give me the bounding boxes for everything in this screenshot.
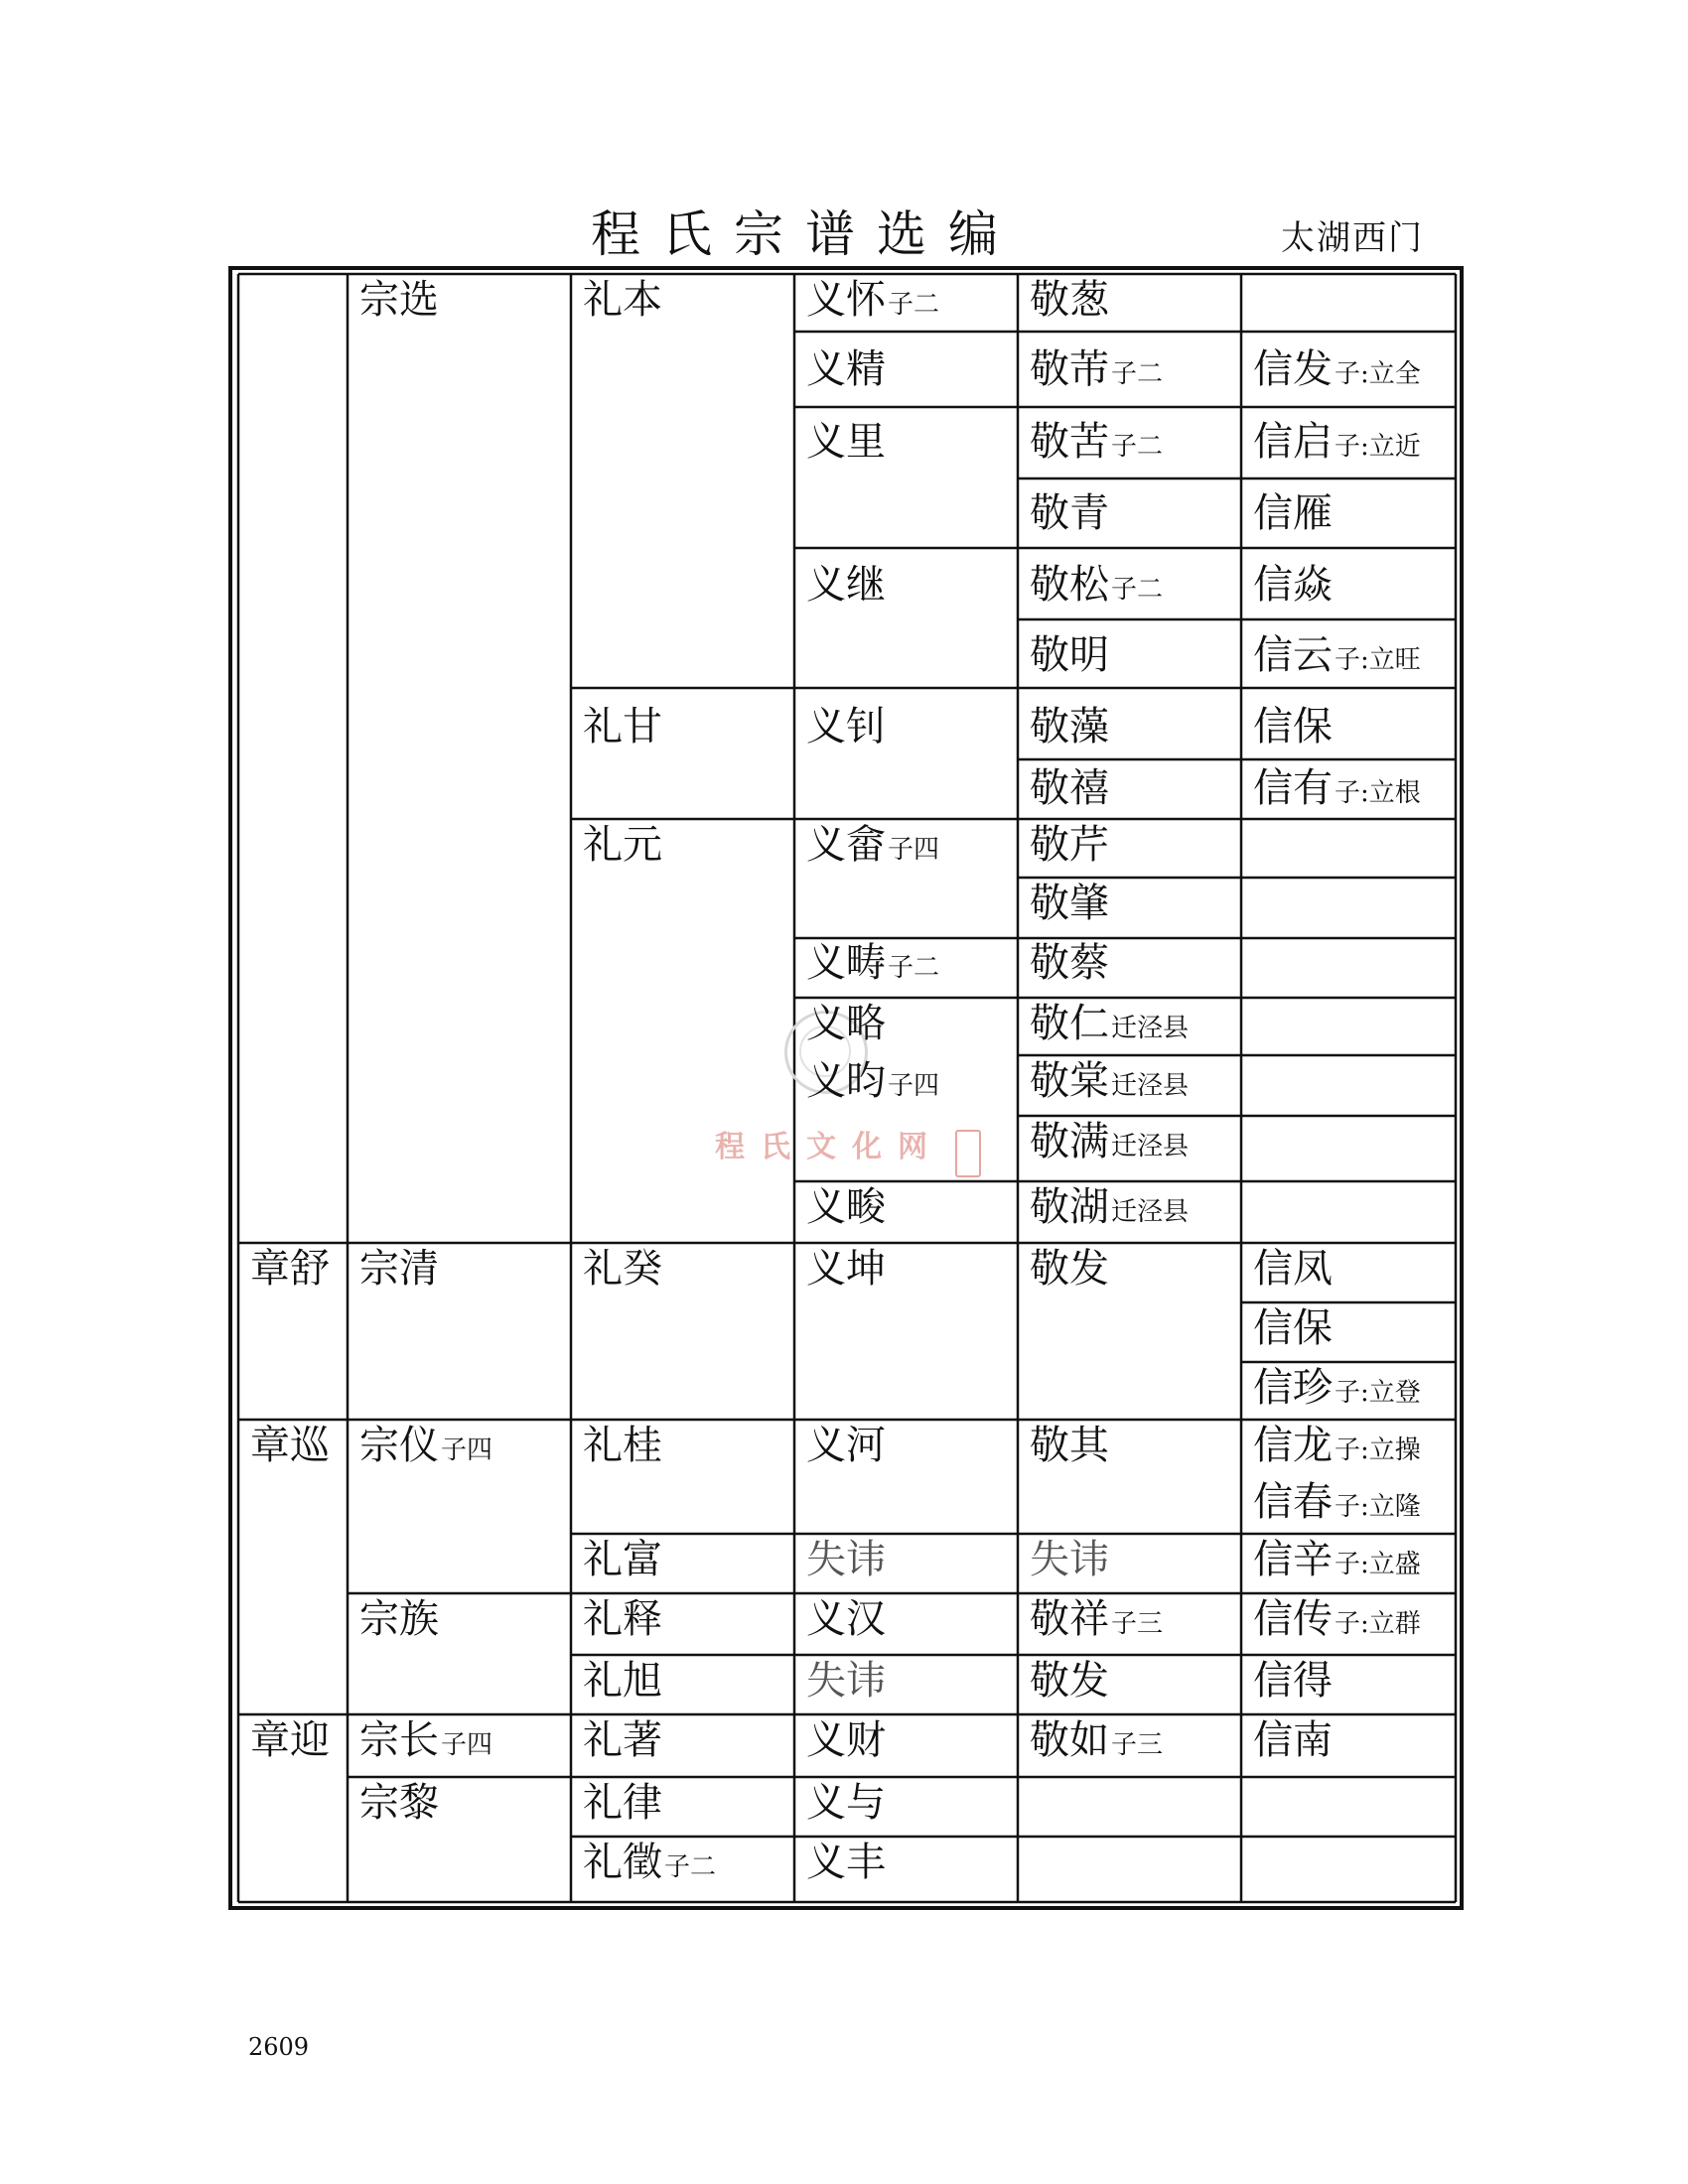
person-name: 义畲 [806,822,886,868]
genealogy-cell-c6 [1253,1246,1333,1292]
person-name: 义畴 [806,940,886,986]
person-name: 信龙 [1253,1423,1333,1468]
genealogy-cell-c3 [583,1840,717,1885]
genealogy-cell-c5 [1030,346,1164,392]
person-name: 义精 [806,346,886,392]
person-name: 信珍 [1253,1365,1333,1411]
genealogy-cell-c1 [250,1717,330,1763]
genealogy-cell-c3 [583,1537,662,1582]
genealogy-cell-c3 [583,1780,662,1826]
genealogy-cell-c3 [583,1423,662,1468]
genealogy-cell-c4 [806,1840,886,1885]
genealogy-cell-c2 [359,1423,493,1468]
genealogy-cell-c6 [1253,1658,1333,1704]
person-note: 子二 [888,953,940,983]
genealogy-cell-c4 [806,1184,886,1230]
person-name: 失讳 [806,1658,886,1704]
person-name: 礼徵 [583,1840,662,1885]
person-name: 宗族 [359,1596,439,1642]
person-note: 子二 [1111,359,1164,389]
person-name: 宗长 [359,1717,439,1763]
genealogy-cell-c4 [806,562,886,608]
genealogy-cell-c4 [806,822,940,868]
person-name: 敬如 [1030,1717,1109,1763]
person-name: 章舒 [250,1246,330,1292]
genealogy-cell-c6 [1253,490,1333,536]
person-note: 子二 [888,290,940,320]
person-name: 义继 [806,562,886,608]
person-name: 礼富 [583,1537,662,1582]
genealogy-cell-c5 [1030,1537,1109,1582]
genealogy-cell-c4 [806,419,886,465]
person-note: 迁泾县 [1111,1071,1190,1101]
person-name: 敬仁 [1030,1001,1109,1046]
watermark-stamp-icon [955,1130,981,1177]
genealogy-cell-c5 [1030,1423,1109,1468]
person-name: 宗选 [359,277,439,323]
genealogy-cell-c2 [359,1596,439,1642]
person-name: 章迎 [250,1717,330,1763]
genealogy-cell-c6 [1253,1717,1333,1763]
person-name: 义略 [806,1001,886,1046]
document-title: 程氏宗谱选编 [591,205,1020,263]
person-name: 义财 [806,1717,886,1763]
person-name: 敬满 [1030,1119,1109,1164]
genealogy-cell-c6 [1253,632,1421,678]
genealogy-cell-c4 [806,1537,886,1582]
genealogy-cell-c3 [583,704,662,750]
person-name: 宗黎 [359,1780,439,1826]
person-name: 敬芾 [1030,346,1109,392]
person-name: 信有 [1253,765,1333,811]
genealogy-cell-c6 [1253,1423,1421,1468]
genealogy-cell-c5 [1030,1119,1190,1164]
person-note: 子三 [1111,1730,1164,1760]
person-name: 义河 [806,1423,886,1468]
genealogy-cell-c6 [1253,1365,1421,1411]
genealogy-cell-c4 [806,704,886,750]
person-note: 子四 [441,1730,493,1760]
genealogy-cell-c6 [1253,1479,1421,1525]
person-name: 信南 [1253,1717,1333,1763]
person-name: 失讳 [1030,1537,1109,1582]
genealogy-cell-c5 [1030,1184,1190,1230]
genealogy-cell-c5 [1030,765,1109,811]
person-name: 失讳 [806,1537,886,1582]
person-note: 子:立旺 [1335,645,1421,675]
person-name: 敬青 [1030,490,1109,536]
person-name: 敬葱 [1030,277,1109,323]
genealogy-cell-c4 [806,940,940,986]
person-name: 礼律 [583,1780,662,1826]
genealogy-cell-c2 [359,1246,439,1292]
person-name: 信辛 [1253,1537,1333,1582]
person-name: 礼释 [583,1596,662,1642]
person-name: 义丰 [806,1840,886,1885]
person-name: 敬苦 [1030,419,1109,465]
genealogy-cell-c3 [583,1658,662,1704]
genealogy-cell-c4 [806,346,886,392]
person-name: 敬其 [1030,1423,1109,1468]
person-name: 敬松 [1030,562,1109,608]
genealogy-cell-c4 [806,1780,886,1826]
person-note: 迁泾县 [1111,1014,1190,1043]
person-name: 义畯 [806,1184,886,1230]
genealogy-cell-c4 [806,1596,886,1642]
genealogy-cell-c1 [250,1423,330,1468]
genealogy-cell-c4 [806,1658,886,1704]
genealogy-cell-c5 [1030,1596,1164,1642]
person-name: 信启 [1253,419,1333,465]
person-name: 敬棠 [1030,1058,1109,1104]
genealogy-cell-c2 [359,277,439,323]
genealogy-cell-c4 [806,277,940,323]
document-subtitle: 太湖西门 [1281,218,1424,258]
genealogy-cell-c5 [1030,1246,1109,1292]
genealogy-cell-c5 [1030,1717,1164,1763]
genealogy-cell-c5 [1030,490,1109,536]
person-name: 宗清 [359,1246,439,1292]
genealogy-cell-c3 [583,277,662,323]
person-note: 子二 [1111,432,1164,462]
person-name: 宗仪 [359,1423,439,1468]
person-note: 子:立操 [1335,1435,1421,1465]
genealogy-cell-c5 [1030,822,1109,868]
person-note: 子:立登 [1335,1378,1421,1408]
person-name: 义里 [806,419,886,465]
person-name: 敬芹 [1030,822,1109,868]
person-name: 义汉 [806,1596,886,1642]
person-note: 子三 [1111,1609,1164,1639]
genealogy-cell-c5 [1030,1658,1109,1704]
person-name: 信春 [1253,1479,1333,1525]
person-name: 敬祥 [1030,1596,1109,1642]
person-note: 子四 [888,1071,940,1101]
genealogy-cell-c4 [806,1717,886,1763]
person-name: 信传 [1253,1596,1333,1642]
person-name: 义坤 [806,1246,886,1292]
genealogy-cell-c6 [1253,704,1333,750]
genealogy-cell-c6 [1253,419,1421,465]
person-note: 子:立近 [1335,432,1421,462]
genealogy-cell-c5 [1030,881,1109,926]
person-name: 义昀 [806,1058,886,1104]
person-name: 信凤 [1253,1246,1333,1292]
genealogy-cell-c5 [1030,419,1164,465]
person-note: 子:立盛 [1335,1550,1421,1579]
genealogy-cell-c5 [1030,704,1109,750]
genealogy-cell-c4 [806,1001,886,1046]
person-name: 礼癸 [583,1246,662,1292]
genealogy-cell-c3 [583,1717,662,1763]
person-note: 子四 [888,835,940,865]
page-number: 2609 [248,2033,310,2061]
person-note: 子四 [441,1435,493,1465]
genealogy-cell-c5 [1030,1058,1190,1104]
person-name: 礼本 [583,277,662,323]
person-note: 迁泾县 [1111,1132,1190,1161]
genealogy-cell-c3 [583,822,662,868]
person-note: 子二 [664,1852,717,1882]
genealogy-cell-c5 [1030,562,1164,608]
genealogy-cell-c4 [806,1058,940,1104]
person-name: 信得 [1253,1658,1333,1704]
genealogy-cell-c6 [1253,765,1421,811]
genealogy-cell-c4 [806,1246,886,1292]
person-note: 子:立全 [1335,359,1421,389]
person-name: 礼著 [583,1717,662,1763]
person-name: 信保 [1253,1305,1333,1351]
person-name: 信雁 [1253,490,1333,536]
person-note: 子:立隆 [1335,1492,1421,1522]
person-name: 敬藻 [1030,704,1109,750]
person-name: 礼桂 [583,1423,662,1468]
genealogy-cell-c5 [1030,277,1109,323]
person-name: 敬禧 [1030,765,1109,811]
person-name: 礼甘 [583,704,662,750]
person-name: 信焱 [1253,562,1333,608]
genealogy-cell-c2 [359,1717,493,1763]
person-name: 敬湖 [1030,1184,1109,1230]
person-name: 义钊 [806,704,886,750]
person-name: 信发 [1253,346,1333,392]
person-name: 敬发 [1030,1658,1109,1704]
genealogy-cell-c2 [359,1780,439,1826]
person-name: 敬明 [1030,632,1109,678]
person-name: 信云 [1253,632,1333,678]
genealogy-cell-c6 [1253,1596,1421,1642]
genealogy-cell-c3 [583,1596,662,1642]
genealogy-cell-c6 [1253,562,1333,608]
person-note: 子:立群 [1335,1609,1421,1639]
genealogy-cell-c4 [806,1423,886,1468]
person-name: 章巡 [250,1423,330,1468]
person-note: 迁泾县 [1111,1197,1190,1227]
person-name: 敬蔡 [1030,940,1109,986]
person-name: 义与 [806,1780,886,1826]
person-note: 子二 [1111,575,1164,605]
person-name: 敬发 [1030,1246,1109,1292]
person-name: 敬肇 [1030,881,1109,926]
genealogy-cell-c6 [1253,1305,1333,1351]
person-name: 义怀 [806,277,886,323]
person-note: 子:立根 [1335,778,1421,808]
genealogy-cell-c1 [250,1246,330,1292]
genealogy-cell-c6 [1253,346,1421,392]
genealogy-cell-c5 [1030,632,1109,678]
genealogy-cell-c5 [1030,1001,1190,1046]
person-name: 礼元 [583,822,662,868]
genealogy-cell-c5 [1030,940,1109,986]
person-name: 礼旭 [583,1658,662,1704]
watermark-text: 程氏文化网 [715,1130,943,1164]
person-name: 信保 [1253,704,1333,750]
genealogy-cell-c6 [1253,1537,1421,1582]
genealogy-cell-c3 [583,1246,662,1292]
